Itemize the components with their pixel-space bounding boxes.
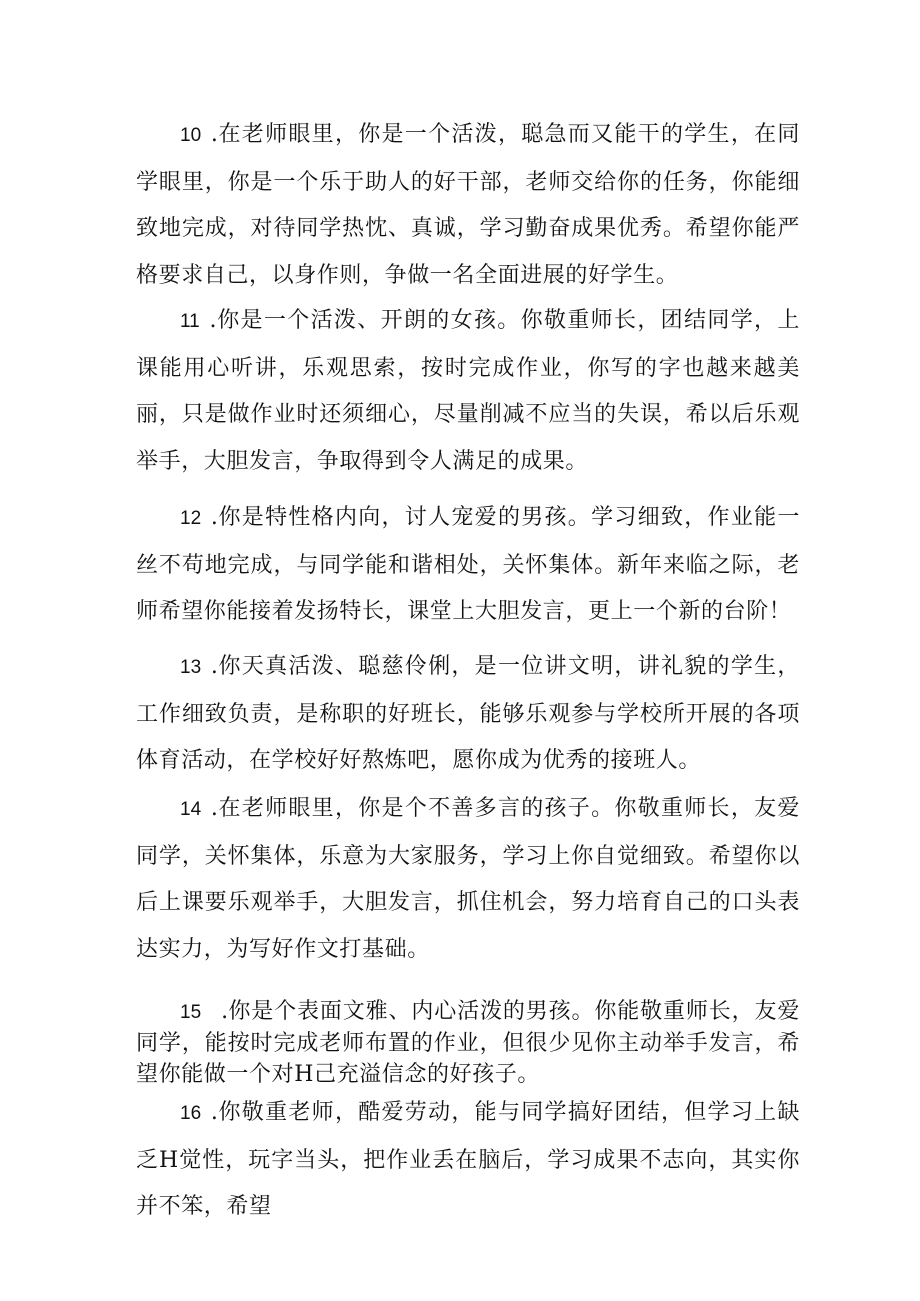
- paragraph-number: 15: [180, 1002, 202, 1023]
- comment-paragraph-16: [136, 1090, 800, 1231]
- paragraph-separator: .: [201, 308, 217, 333]
- paragraph-separator: .: [203, 505, 218, 530]
- comment-paragraph-11: [136, 298, 800, 485]
- paragraph-separator: .: [203, 1100, 218, 1125]
- paragraph-separator: .: [221, 999, 229, 1024]
- paragraph-separator: .: [203, 654, 218, 679]
- paragraph-number: 11: [180, 311, 200, 332]
- paragraph-number: 14: [180, 799, 202, 820]
- paragraph-text: 你是特性格内向，讨人宠爱的男孩。学习细致，作业能一丝不苟地完成，与同学能和谐相处，关怀集体。新年来临之际，老师希望你能接着发扬特长，课堂上大胆发言，更上一个新的台阶！: [136, 505, 800, 624]
- paragraph-number: 12: [180, 508, 202, 529]
- paragraph-text: 你是一个活泼、开朗的女孩。你敬重师长，团结同学，上课能用心听讲，乐观思索，按时完成作业，你写的字也越来越美丽，只是做作业时还须细心，尽量削减不应当的失误，希以后乐观举手，大胆发言，争取得到令人满足的成果。: [136, 308, 800, 474]
- comment-paragraph-15: [136, 996, 800, 1090]
- comment-paragraph-14: [136, 786, 800, 973]
- paragraph-number: 13: [180, 657, 202, 678]
- paragraph-separator: .: [203, 122, 218, 147]
- paragraph-text: 在老师眼里，你是一个活泼，聪急而又能干的学生，在同学眼里，你是一个乐于助人的好干部，老师交给你的任务，你能细致地完成，对待同学热忱、真诚，学习勤奋成果优秀。希望你能严格要求自己，以身作则，争做一名全面进展的好学生。: [136, 122, 800, 288]
- comment-paragraph-12: [136, 495, 800, 636]
- paragraph-separator: .: [203, 796, 218, 821]
- comment-paragraph-10: [136, 112, 800, 299]
- paragraph-number: 10: [180, 125, 202, 146]
- paragraph-text: 你是个表面文雅、内心活泼的男孩。你能敬重师长，友爱同学，能按时完成老师布置的作业，但很少见你主动举手发言，希望你能做一个对H己充溢信念的好孩子。: [136, 999, 800, 1087]
- paragraph-text: 你敬重老师，酷爱劳动，能与同学搞好团结，但学习上缺乏H觉性，玩字当头，把作业丢在脑后，学习成果不志向，其实你并不笨，希望: [136, 1100, 800, 1219]
- comment-paragraph-13: [136, 644, 800, 785]
- paragraph-text: 你天真活泼、聪慈伶俐，是一位讲文明，讲礼貌的学生，工作细致负责，是称职的好班长，能够乐观参与学校所开展的各项体育活动，在学校好好熬炼吧，愿你成为优秀的接班人。: [136, 654, 800, 773]
- paragraph-text: 在老师眼里，你是个不善多言的孩子。你敬重师长，友爱同学，关怀集体，乐意为大家服务，学习上你自觉细致。希望你以后上课要乐观举手，大胆发言，抓住机会，努力培育自己的口头表达实力，为写好作文打基础。: [136, 796, 800, 962]
- paragraph-number: 16: [180, 1103, 202, 1124]
